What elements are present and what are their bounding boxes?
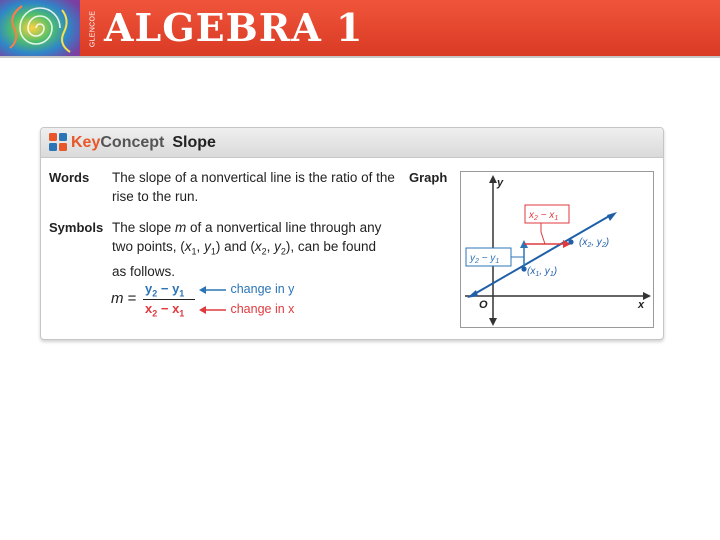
- graph-label: Graph: [409, 170, 448, 185]
- symbols-text: The slope m of a nonvertical line through any two points, ($x_1$, $y_1$) and ($x_2$, $y_2$), can be found as follows.: [112, 220, 382, 279]
- formula-m-equals: m =: [111, 290, 137, 307]
- card-title: [71, 133, 216, 152]
- y-axis-label: y: [497, 177, 504, 189]
- header-divider: [0, 56, 720, 58]
- x-axis-arrow: [643, 292, 651, 300]
- page-title: ALGEBRA 1: [104, 5, 364, 50]
- point-2: [568, 239, 573, 244]
- left-arrow-icon: [199, 285, 227, 295]
- fraction-bar: [143, 299, 195, 300]
- slope-formula: [111, 281, 311, 317]
- y-axis-arrow-down: [489, 318, 497, 326]
- line-arrow-down: [467, 290, 478, 298]
- words-text: The slope of a nonvertical line is the ratio of the rise to the run.: [112, 170, 395, 204]
- key-concept-icon: [49, 133, 67, 151]
- point-2-label: ($x_2$, $y_2$): [579, 237, 610, 249]
- point-1: [521, 266, 526, 271]
- title-topic: Slope: [172, 134, 216, 151]
- swirl-logo-icon: [0, 0, 80, 56]
- line-arrow-up: [607, 212, 617, 221]
- brand-name: GLENCOE: [89, 10, 97, 48]
- y-axis-arrow-up: [489, 175, 497, 183]
- symbols-label: Symbols: [49, 220, 104, 235]
- origin-label: O: [479, 299, 488, 311]
- change-in-x-note: change in x: [199, 302, 294, 316]
- run-leader: [541, 223, 545, 244]
- point-1-label: ($x_1$, $y_1$): [527, 266, 558, 278]
- key-concept-card: [40, 127, 664, 340]
- x-axis-label: x: [638, 299, 645, 311]
- run-label: $x_2 - x_1$: [529, 210, 559, 222]
- formula-numerator: $y_2 - y_1$: [145, 281, 185, 299]
- words-label: Words: [49, 170, 90, 185]
- change-in-y-note: change in y: [199, 282, 294, 296]
- rise-label: $y_2 - y_1$: [470, 253, 500, 265]
- title-key: Key: [71, 134, 101, 151]
- title-concept: Concept: [100, 134, 165, 151]
- card-header: [41, 128, 663, 158]
- slope-graph: [460, 171, 654, 328]
- graph-canvas: [461, 172, 653, 327]
- left-arrow-icon: [199, 305, 227, 315]
- formula-denominator: $x_2 - x_1$: [145, 301, 185, 319]
